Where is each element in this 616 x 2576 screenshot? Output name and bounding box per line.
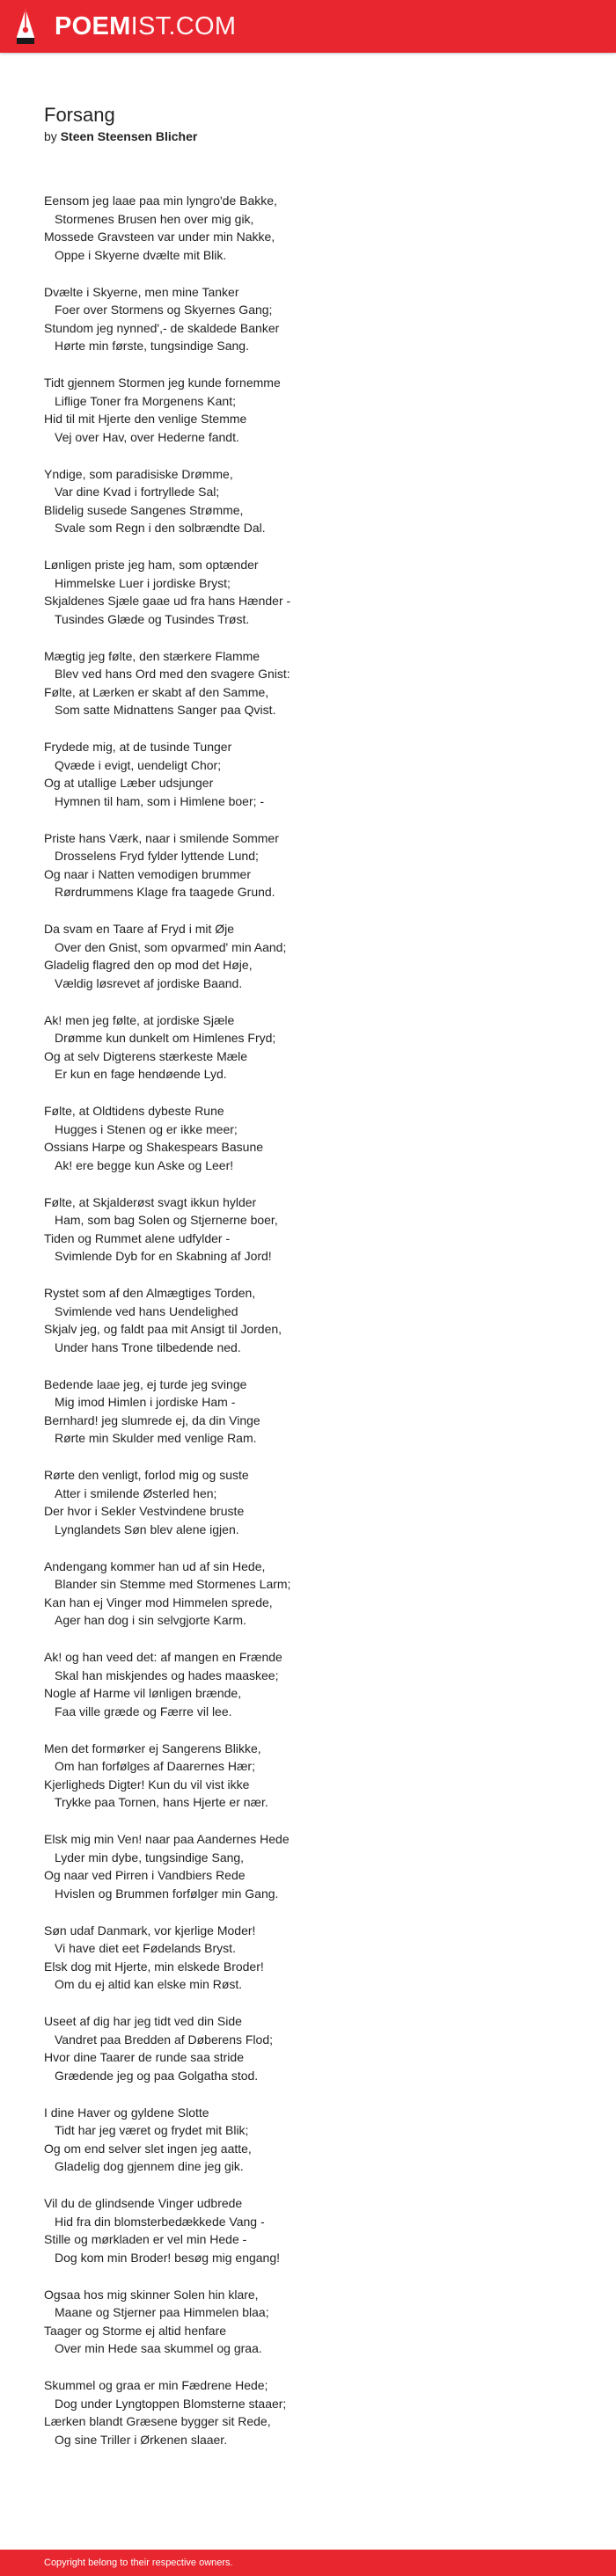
poem-line: Om han forfølges af Daarernes Hær; <box>55 1759 255 1773</box>
poem-line: Faa ville græde og Færre vil lee. <box>55 1704 232 1719</box>
poem-line: Blidelig susede Sangenes Strømme, <box>44 502 244 517</box>
stanza <box>44 738 572 810</box>
poem-line: Svale som Regn i den solbrændte Dal. <box>55 521 266 535</box>
poem-heading <box>44 104 572 144</box>
poem-line: Kan han ej Vinger mod Himmelen sprede, <box>44 1594 273 1609</box>
poem-line: Følte, at Lærken er skabt af den Samme, <box>44 684 269 699</box>
poem-line: Hid til mit Hjerte den venlige Stemme <box>44 412 247 426</box>
stanza <box>44 1830 572 1902</box>
poem-line: Rystet som af den Almægtiges Torden, <box>44 1286 256 1300</box>
poem-line: Stundom jeg nynned',- de skaldede Banker <box>44 320 280 335</box>
poem-line: Mossede Gravsteen var under min Nakke, <box>44 230 275 244</box>
poem-line: Priste hans Værk, naar i smilende Sommer <box>44 830 279 845</box>
author-link[interactable]: Steen Steensen Blicher <box>60 129 198 143</box>
poem-line: Gladelig dog gjennem dine jeg gik. <box>55 2159 244 2173</box>
poem-line: Og naar i Natten vemodigen brummer <box>44 866 251 881</box>
stanza <box>44 1466 572 1538</box>
poem-line: Atter i smilende Østerled hen; <box>55 1485 217 1500</box>
poem-line: Og om end selver slet ingen jeg aatte, <box>44 2141 252 2156</box>
stanza <box>44 2286 572 2358</box>
poem-line: Dog kom min Broder! besøg mig engang! <box>55 2250 281 2265</box>
poem-title: Forsang <box>44 104 115 126</box>
stanza <box>44 2194 572 2266</box>
poem-line: Tusindes Glæde og Tusindes Trøst. <box>55 611 250 626</box>
stanza <box>44 1648 572 1720</box>
poem-line: Rørdrummens Klage fra taagede Grund. <box>55 885 275 899</box>
poem-line: Der hvor i Sekler Vestvindene bruste <box>44 1504 245 1518</box>
poem-line: Blander sin Stemme med Stormenes Larm; <box>55 1577 291 1591</box>
poem-line: Maane og Stjerner paa Himmelen blaa; <box>55 2305 269 2319</box>
poem-line: Elsk mig min Ven! naar paa Aandernes Hede <box>44 1832 290 1846</box>
poem-line: Skummel og graa er min Fædrene Hede; <box>44 2378 268 2392</box>
stanza <box>44 2104 572 2176</box>
poem-line: Gladelig flagred den op mod det Høje, <box>44 958 253 972</box>
poem-line: Rørte den venligt, forlod mig og suste <box>44 1468 249 1482</box>
poem-line: Og sine Triller i Ørkenen slaaer. <box>55 2432 228 2447</box>
poem-line: Foer over Stormens og Skyernes Gang; <box>55 303 273 317</box>
poem-line: Lyder min dybe, tungsindige Sang, <box>55 1850 245 1864</box>
poem-line: Vældig løsrevet af jordiske Baand. <box>55 975 243 990</box>
poem-line: Dvælte i Skyerne, men mine Tanker <box>44 284 239 299</box>
poem-line: Om du ej altid kan elske min Røst. <box>55 1977 243 1991</box>
poem-line: Hvislen og Brummen forfølger min Gang. <box>55 1886 279 1901</box>
poem-line: Ham, som bag Solen og Stjernerne boer, <box>55 1213 278 1227</box>
poem-line: Tiden og Rummet alene udfylder - <box>44 1230 231 1245</box>
stanza <box>44 829 572 901</box>
poem-line: Vi have diet eet Fødelands Bryst. <box>55 1941 236 1955</box>
poem-line: Og at selv Digterens stærkeste Mæle <box>44 1048 248 1063</box>
poem-line: Useet af dig har jeg tidt ved din Side <box>44 2014 242 2028</box>
poem-line: Som satte Midnattens Sanger paa Qvist. <box>55 703 276 717</box>
stanza <box>44 1193 572 1266</box>
poem-line: Over min Hede saa skummel og graa. <box>55 2341 262 2355</box>
poem-line: Frydede mig, at de tusinde Tunger <box>44 740 232 754</box>
stanza <box>44 1376 572 1448</box>
stanza <box>44 283 572 355</box>
poem-line: Tidt har jeg været og frydet mit Blik; <box>55 2123 249 2137</box>
logo-bold-text: POEM <box>55 12 131 40</box>
by-label: by <box>44 129 57 143</box>
stanza <box>44 556 572 628</box>
stanza <box>44 2012 572 2084</box>
poem-line: Svimlende Dyb for en Skabning af Jord! <box>55 1249 272 1263</box>
copyright-text: Copyright belong to their respective owners. <box>44 2558 233 2568</box>
poem-line: Skjaldenes Sjæle gaae ud fra hans Hænder - <box>44 594 291 608</box>
poem-line: Himmelske Luer i jordiske Bryst; <box>55 575 231 590</box>
poem-line: Lærken blandt Græsene bygger sit Rede, <box>44 2414 271 2428</box>
poem-line: Er kun en fage hendøende Lyd. <box>55 1067 227 1081</box>
poem-line: Følte, at Skjalderøst svagt ikkun hylder <box>44 1194 257 1209</box>
poem-line: Hugges i Stenen og er ikke meer; <box>55 1121 238 1136</box>
poem-line: Hvor dine Taarer de runde saa stride <box>44 2050 244 2064</box>
poem-line: Dog under Lyngtoppen Blomsterne staaer; <box>55 2396 287 2411</box>
poem-line: Bernhard! jeg slumrede ej, da din Vinge <box>44 1412 260 1427</box>
stanza <box>44 1102 572 1174</box>
site-footer <box>0 2550 616 2576</box>
poem-line: Søn udaf Danmark, vor kjerlige Moder! <box>44 1923 256 1937</box>
poem-line: Hid fra din blomsterbedækkede Vang - <box>55 2214 265 2229</box>
site-header <box>0 0 616 53</box>
poem-line: Stille og mørkladen er vel min Hede - <box>44 2232 247 2246</box>
poem-line: Hørte min første, tungsindige Sang. <box>55 339 249 353</box>
logo-light-text: IST.COM <box>130 12 237 40</box>
poem-body <box>44 192 572 2468</box>
poem-line: Da svam en Taare af Fryd i mit Øje <box>44 922 235 936</box>
stanza <box>44 1011 572 1084</box>
poem-line: Bedende laae jeg, ej turde jeg svinge <box>44 1376 247 1391</box>
stanza <box>44 647 572 719</box>
poem-line: Ager han dog i sin selvgjorte Karm. <box>55 1613 246 1627</box>
poem-line: Mig imod Himlen i jordiske Ham - <box>55 1395 236 1409</box>
poem-line: Rørte min Skulder med venlige Ram. <box>55 1431 257 1445</box>
poem-line: Svimlende ved hans Uendelighed <box>55 1303 238 1318</box>
poem-line: Andengang kommer han ud af sin Hede, <box>44 1558 266 1573</box>
poem-line: Ak! men jeg følte, at jordiske Sjæle <box>44 1012 235 1027</box>
poem-line: Yndige, som paradisiske Drømme, <box>44 466 233 481</box>
poem-line: Over den Gnist, som opvarmed' min Aand; <box>55 939 287 954</box>
stanza <box>44 374 572 446</box>
poem-line: Tidt gjennem Stormen jeg kunde fornemme <box>44 376 281 390</box>
poem-line: Blev ved hans Ord med den svagere Gnist: <box>55 667 290 681</box>
poem-line: Eensom jeg laae paa min lyngro'de Bakke, <box>44 193 277 208</box>
poem-line: Ossians Harpe og Shakespears Basune <box>44 1140 264 1154</box>
poem-line: Hymnen til ham, som i Himlene boer; - <box>55 793 265 808</box>
poem-line: Men det formørker ej Sangerens Blikke, <box>44 1740 261 1755</box>
site-logo[interactable] <box>55 12 236 40</box>
poem-line: Under hans Trone tilbedende ned. <box>55 1339 241 1354</box>
stanza <box>44 920 572 992</box>
poem-line: Kjerligheds Digter! Kun du vil vist ikke <box>44 1777 250 1792</box>
poem-line: Elsk dog mit Hjerte, min elskede Broder! <box>44 1959 264 1974</box>
poem-line: Mægtig jeg følte, den stærkere Flamme <box>44 648 260 663</box>
poem-line: Og naar ved Pirren i Vandbiers Rede <box>44 1868 246 1882</box>
poem-line: Drosselens Fryd fylder lyttende Lund; <box>55 849 259 863</box>
poem-line: Grædende jeg og paa Golgatha stod. <box>55 2068 259 2083</box>
stanza <box>44 465 572 537</box>
poem-line: Var dine Kvad i fortryllede Sal; <box>55 485 220 499</box>
poem-line: Skal han miskjendes og hades maaskee; <box>55 1667 279 1682</box>
poem-line: Ak! ere begge kun Aske og Leer! <box>55 1157 234 1172</box>
poem-line: Vandret paa Bredden af Døberens Flod; <box>55 2032 274 2047</box>
stanza <box>44 1922 572 1994</box>
stanza <box>44 1558 572 1630</box>
poem-line: Lønligen priste jeg ham, som optænder <box>44 558 259 572</box>
poem-line: Nogle af Harme vil lønligen brænde, <box>44 1686 242 1700</box>
fountain-pen-nib-icon[interactable] <box>16 8 35 45</box>
byline <box>44 128 572 144</box>
poem-line: Og at utallige Læber udsjunger <box>44 776 214 790</box>
poem-line: Stormenes Brusen hen over mig gik, <box>55 211 254 226</box>
poem-line: Vil du de glindsende Vinger udbrede <box>44 2196 243 2210</box>
stanza <box>44 2376 572 2448</box>
poem-line: I dine Haver og gyldene Slotte <box>44 2105 209 2120</box>
stanza <box>44 192 572 264</box>
poem-line: Trykke paa Tornen, hans Hjerte er nær. <box>55 1795 268 1809</box>
poem-line: Liflige Toner fra Morgenens Kant; <box>55 393 236 408</box>
poem-line: Lynglandets Søn blev alene igjen. <box>55 1522 239 1536</box>
poem-line: Skjalv jeg, og faldt paa mit Ansigt til Jorden, <box>44 1322 282 1336</box>
poem-line: Vej over Hav, over Hederne fandt. <box>55 429 239 444</box>
poem-line: Oppe i Skyerne dvælte mit Blik. <box>55 247 227 262</box>
stanza <box>44 1284 572 1356</box>
poem-line: Drømme kun dunkelt om Himlenes Fryd; <box>55 1031 276 1045</box>
poem-line: Qvæde i evigt, uendeligt Chor; <box>55 757 222 772</box>
poem-line: Ogsaa hos mig skinner Solen hin klare, <box>44 2287 259 2302</box>
stanza <box>44 1740 572 1812</box>
poem-line: Taager og Storme ej altid henfare <box>44 2323 227 2338</box>
poem-line: Følte, at Oldtidens dybeste Rune <box>44 1104 224 1118</box>
poem-line: Ak! og han veed det: af mangen en Frænde <box>44 1650 282 1664</box>
